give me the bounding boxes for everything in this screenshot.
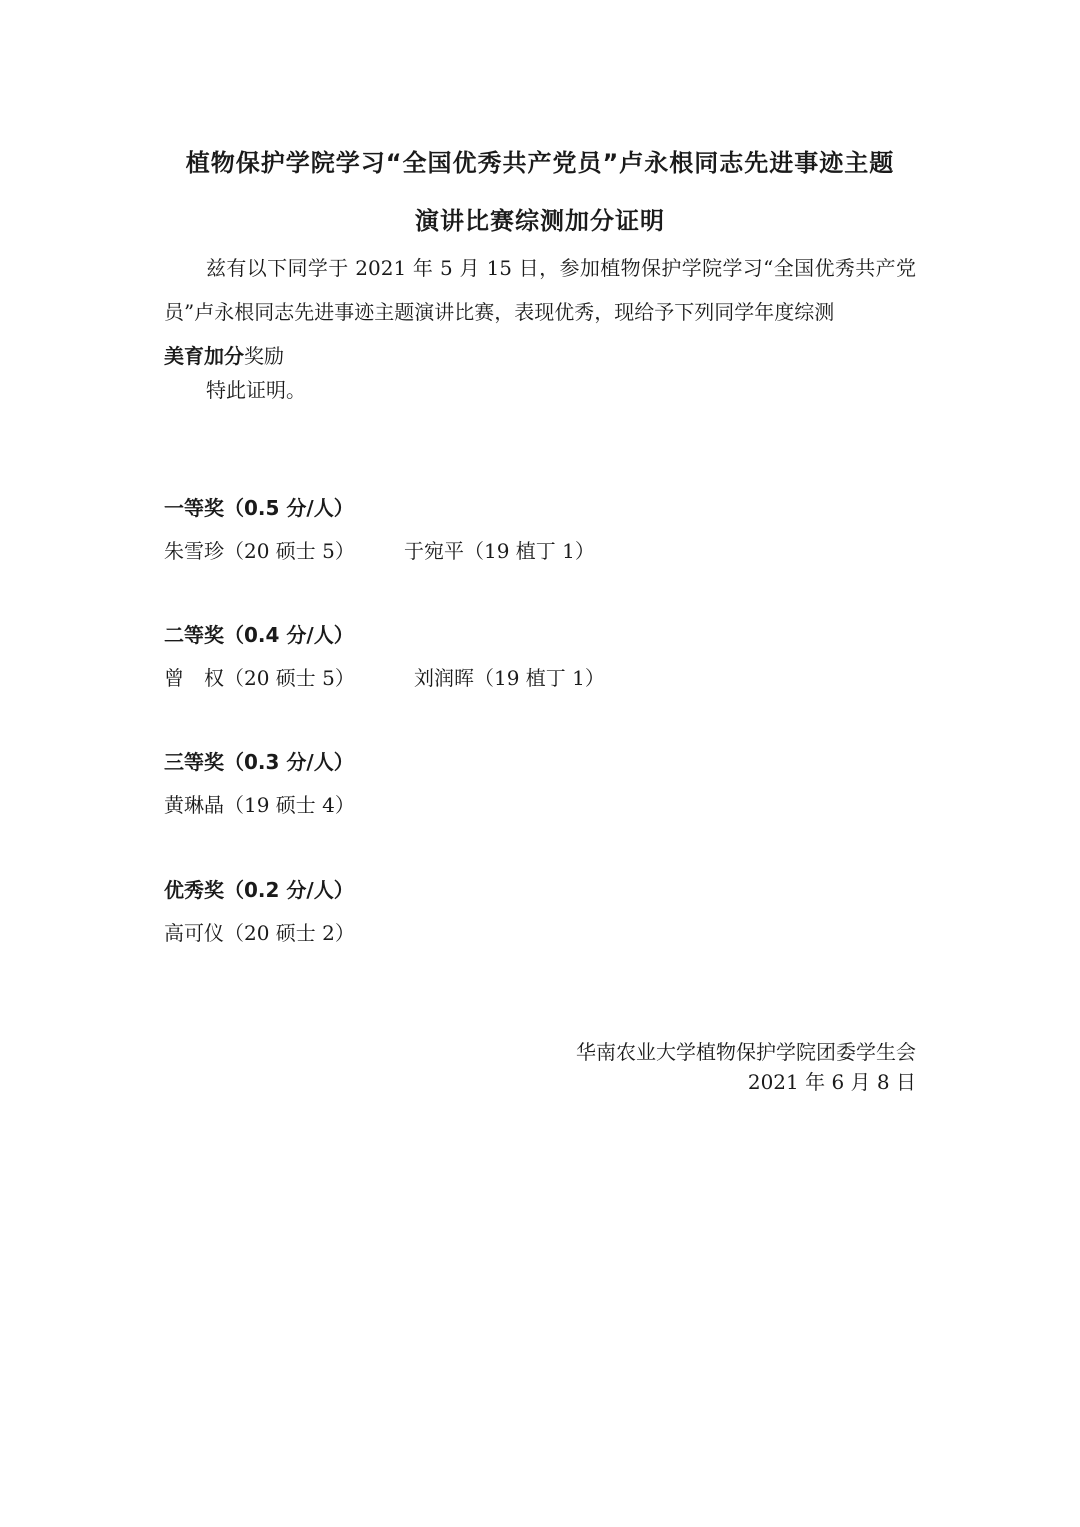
award-row-first — [164, 535, 924, 565]
closing-statement: 特此证明。 — [206, 378, 306, 402]
document-title-line-1: 植物保护学院学习“全国优秀共产党员”卢永根同志先进事迹主题 — [185, 149, 895, 177]
document-title-line-2: 演讲比赛综测加分证明 — [415, 207, 665, 235]
award-row-second — [164, 662, 924, 692]
award-row-excellence — [164, 917, 924, 947]
body-paragraph-end: 奖励 — [244, 344, 284, 368]
winner-name: 朱雪珍（20 硕士 5） — [164, 539, 355, 563]
winner-name: 于宛平（19 植丁 1） — [404, 539, 595, 563]
signature-date: 2021 年 6 月 8 日 — [747, 1070, 916, 1094]
winner-name: 黄琳晶（19 硕士 4） — [164, 793, 355, 817]
body-paragraph — [164, 246, 916, 378]
award-heading-excellence: 优秀奖（0.2 分/人） — [164, 878, 354, 902]
award-heading-second: 二等奖（0.4 分/人） — [164, 623, 354, 647]
winner-name: 曾 权（20 硕士 5） — [164, 666, 355, 690]
award-heading-third: 三等奖（0.3 分/人） — [164, 750, 354, 774]
signature-organization: 华南农业大学植物保护学院团委学生会 — [576, 1040, 916, 1064]
body-paragraph-text: 兹有以下同学于 2021 年 5 月 15 日，参加植物保护学院学习“全国优秀共产党员”卢永根同志先进事迹主题演讲比赛，表现优秀，现给予下列同学年度综测 — [164, 256, 916, 324]
winner-name: 刘润晖（19 植丁 1） — [414, 666, 605, 690]
body-paragraph-bold: 美育加分 — [164, 344, 244, 368]
award-row-third — [164, 789, 924, 819]
winner-name: 高可仪（20 硕士 2） — [164, 921, 355, 945]
award-heading-first: 一等奖（0.5 分/人） — [164, 496, 354, 520]
